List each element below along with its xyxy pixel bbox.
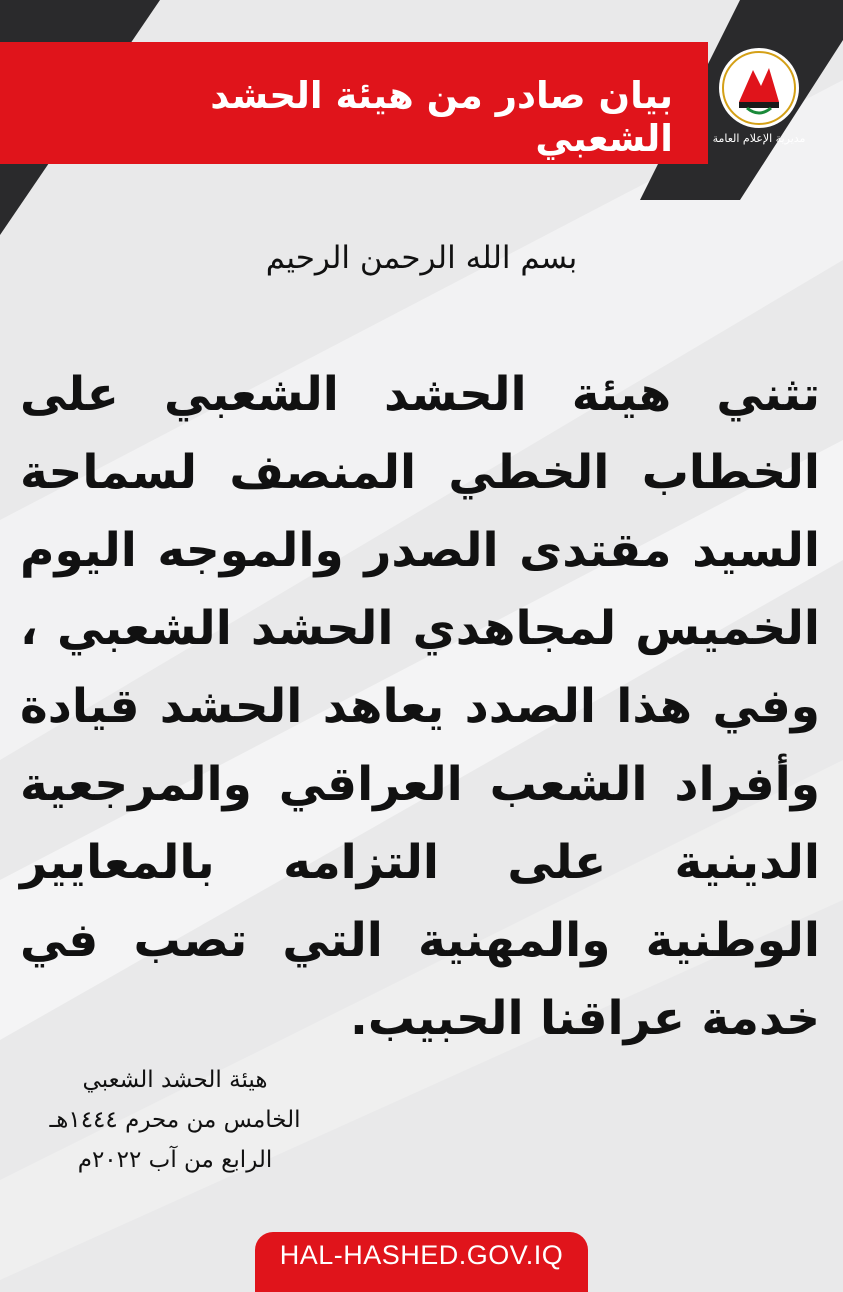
footer-url-pill[interactable] xyxy=(255,1232,588,1292)
logo-caption: مديرية الإعلام العامة xyxy=(712,132,806,145)
pmf-emblem-icon xyxy=(717,46,801,130)
pmf-logo xyxy=(694,46,824,156)
signature-gregorian-date: الرابع من آب ٢٠٢٢م xyxy=(77,1147,273,1173)
signature-block xyxy=(40,1060,310,1180)
signature-issuer: هيئة الحشد الشعبي xyxy=(82,1067,268,1093)
signature-hijri-date: الخامس من محرم ١٤٤٤هـ xyxy=(49,1107,301,1133)
basmala: بسم الله الرحمن الرحيم xyxy=(265,240,578,276)
statement-body: تثني هيئة الحشد الشعبي على الخطاب الخطي المنصف لسماحة السيد مقتدى الصدر والموجه اليوم الخميس لمجاهدي الحشد الشعبي ، وفي هذا الصدد يعاهد الحشد قيادة وأفراد الشعب العراقي والمرجعية الدينية على التزامه بالمعايير الوطنية والمهنية التي تصب في خدمة عراقنا الحبيب. xyxy=(20,367,820,1046)
header-title: بيان صادر من هيئة الحشد الشعبي xyxy=(210,74,673,160)
footer-url[interactable]: HAL-HASHED.GOV.IQ xyxy=(279,1240,564,1270)
